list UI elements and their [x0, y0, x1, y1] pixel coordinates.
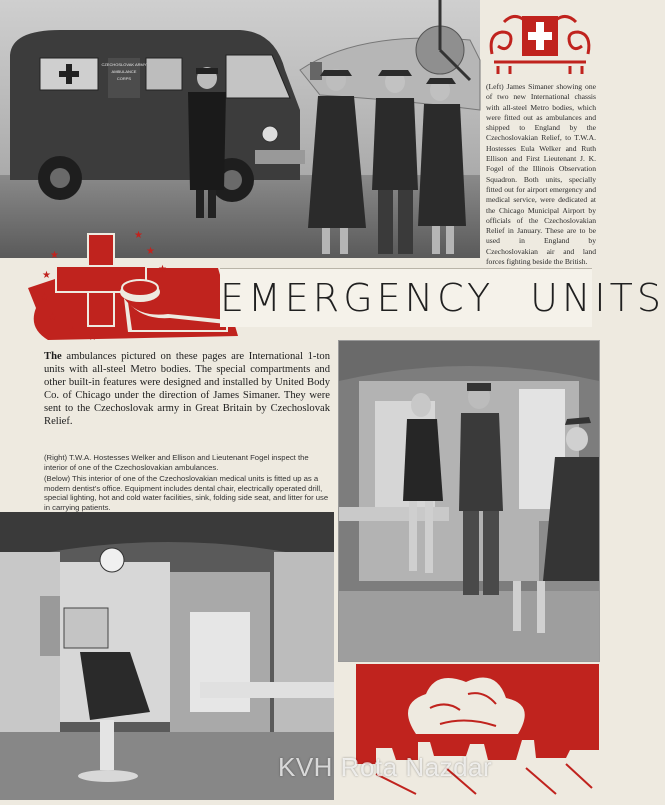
headline-word-units: UNITS [530, 276, 665, 320]
top-photo-ambulance [0, 0, 480, 258]
svg-text:★: ★ [88, 332, 97, 343]
red-cross-soldier-illustration [28, 228, 238, 348]
svg-text:★: ★ [146, 246, 155, 257]
svg-text:★: ★ [50, 250, 59, 261]
main-paragraph [44, 350, 330, 429]
svg-text:★: ★ [40, 292, 49, 303]
caption-below-photo: (Below) This interior of one of the Czechoslovakian medical units is fitted up as a modern dentist's office. Equipment includes dental chair, electrically operated drill, special lighting, hot and cold water facilities, sink, folding side seat, and litter for use in carrying patients. [44, 474, 329, 512]
svg-text:AMBULANCE: AMBULANCE [111, 69, 137, 74]
main-paragraph-lead: The [44, 351, 62, 362]
watermark: KVH Rota Nazdar [278, 752, 493, 782]
main-paragraph-body: ambulances pictured on these pages are International 1-ton units with all-steel Metro bodies. The special compartments and other built-in features were designed and installed by United Body Co. of Chicago under the direction of James Simaner. They were sent to the Czechoslovak army in Great Britain by Czechoslovak Relief. [44, 351, 330, 428]
svg-text:CORPS: CORPS [116, 76, 132, 81]
top-photo-caption: (Left) James Simaner showing one of two new International chassis with all-steel Metro bodies, which were fitted out as ambulances and shipped to England by the Czechoslovakian Relief, to T.W.A. Hostesses Eula Welker and Ruth Ellison and First Lieutenant J. K. Fogel of the Illinois Observation Squadron. Both units, specially fitted out for airport emergency and medical service, were dedicated at the Chicago Municipal Airport by officials of the Czechoslovakian Relief in January. These are to be used in England by Czechoslovakian air and land forces fighting beside the British. [486, 82, 596, 267]
svg-text:★: ★ [48, 312, 57, 323]
right-photo-interior [338, 340, 600, 662]
van-door-text: CZECHOSLOVAK ARMY [101, 62, 147, 67]
svg-text:★: ★ [68, 326, 77, 337]
red-cross-emblem [484, 4, 596, 74]
svg-text:★: ★ [134, 230, 143, 241]
svg-text:★: ★ [42, 270, 51, 281]
svg-text:★: ★ [158, 264, 167, 275]
caption-right-photo: (Right) T.W.A. Hostesses Welker and Ellison and Lieutenant Fogel inspect the interior of one of the Czechoslovakian ambulances. [44, 453, 309, 472]
headline-word-emergency: EMERGENCY [220, 276, 495, 320]
page-headline [220, 268, 665, 327]
